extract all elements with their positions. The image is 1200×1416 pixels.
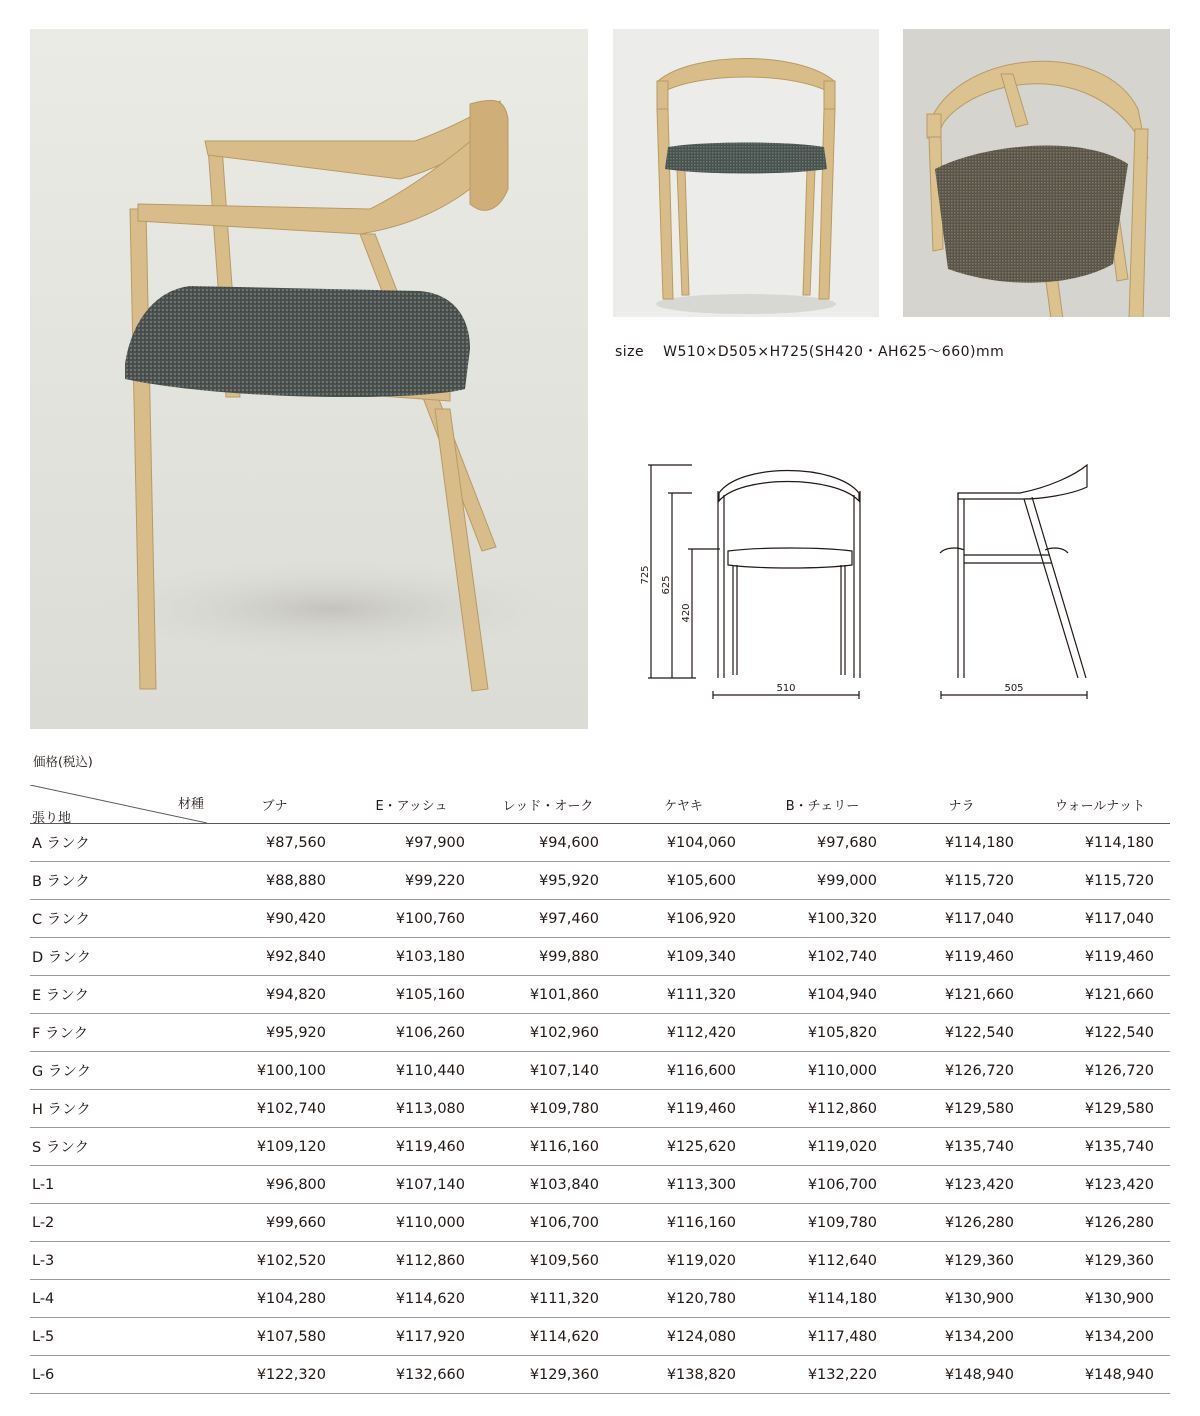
- header-upholstery-label: 張り地: [32, 811, 72, 826]
- column-header: ケヤキ: [615, 785, 752, 824]
- price-cell: ¥135,740: [1030, 1128, 1170, 1166]
- rank-cell: F ランク: [30, 1014, 207, 1052]
- price-cell: ¥109,780: [481, 1090, 615, 1128]
- price-cell: ¥129,360: [481, 1356, 615, 1394]
- rank-cell: L-1: [30, 1166, 207, 1204]
- price-cell: ¥129,580: [1030, 1090, 1170, 1128]
- price-cell: ¥100,100: [207, 1052, 342, 1090]
- table-row: [30, 976, 1170, 1014]
- price-cell: ¥99,880: [481, 938, 615, 976]
- rank-cell: L-5: [30, 1318, 207, 1356]
- price-cell: ¥105,160: [342, 976, 481, 1014]
- table-row: [30, 900, 1170, 938]
- price-cell: ¥102,960: [481, 1014, 615, 1052]
- price-cell: ¥103,180: [342, 938, 481, 976]
- table-row: [30, 1128, 1170, 1166]
- price-cell: ¥107,580: [207, 1318, 342, 1356]
- price-cell: ¥95,920: [207, 1014, 342, 1052]
- dim-510: 510: [776, 683, 796, 694]
- table-row: [30, 1318, 1170, 1356]
- price-cell: ¥132,660: [342, 1356, 481, 1394]
- price-cell: ¥95,920: [481, 862, 615, 900]
- price-cell: ¥103,840: [481, 1166, 615, 1204]
- price-cell: ¥129,360: [1030, 1242, 1170, 1280]
- table-row: [30, 1242, 1170, 1280]
- price-cell: ¥97,680: [752, 824, 893, 862]
- price-cell: ¥106,700: [752, 1166, 893, 1204]
- chair-side-photo: [30, 29, 588, 729]
- price-cell: ¥97,460: [481, 900, 615, 938]
- column-header: B・チェリー: [752, 785, 893, 824]
- price-cell: ¥117,480: [752, 1318, 893, 1356]
- price-cell: ¥99,000: [752, 862, 893, 900]
- price-cell: ¥112,420: [615, 1014, 752, 1052]
- price-cell: ¥113,080: [342, 1090, 481, 1128]
- price-caption: 価格(税込): [33, 754, 93, 769]
- price-cell: ¥111,320: [481, 1280, 615, 1318]
- price-cell: ¥109,340: [615, 938, 752, 976]
- price-cell: ¥115,720: [893, 862, 1030, 900]
- price-cell: ¥104,280: [207, 1280, 342, 1318]
- rank-cell: H ランク: [30, 1090, 207, 1128]
- price-cell: ¥117,920: [342, 1318, 481, 1356]
- header-corner-cell: [30, 785, 207, 824]
- table-row: [30, 1014, 1170, 1052]
- table-row: [30, 1204, 1170, 1242]
- price-cell: ¥126,280: [893, 1204, 1030, 1242]
- price-cell: ¥87,560: [207, 824, 342, 862]
- price-cell: ¥126,720: [893, 1052, 1030, 1090]
- price-cell: ¥109,560: [481, 1242, 615, 1280]
- table-row: [30, 1356, 1170, 1394]
- price-cell: ¥100,320: [752, 900, 893, 938]
- price-cell: ¥114,180: [893, 824, 1030, 862]
- rank-cell: D ランク: [30, 938, 207, 976]
- table-header-row: [30, 785, 1170, 824]
- table-row: [30, 824, 1170, 862]
- rank-cell: C ランク: [30, 900, 207, 938]
- price-cell: ¥135,740: [893, 1128, 1030, 1166]
- price-cell: ¥110,440: [342, 1052, 481, 1090]
- price-cell: ¥117,040: [1030, 900, 1170, 938]
- price-cell: ¥119,460: [1030, 938, 1170, 976]
- column-header: レッド・オーク: [481, 785, 615, 824]
- dim-420: 420: [681, 603, 692, 623]
- price-cell: ¥132,220: [752, 1356, 893, 1394]
- price-cell: ¥111,320: [615, 976, 752, 1014]
- size-value: W510×D505×H725(SH420・AH625〜660)mm: [663, 344, 1005, 360]
- size-label: size: [615, 344, 645, 360]
- price-cell: ¥122,540: [1030, 1014, 1170, 1052]
- price-cell: ¥112,640: [752, 1242, 893, 1280]
- rank-cell: G ランク: [30, 1052, 207, 1090]
- table-row: [30, 1166, 1170, 1204]
- dim-725: 725: [640, 565, 651, 585]
- price-cell: ¥121,660: [1030, 976, 1170, 1014]
- price-cell: ¥104,940: [752, 976, 893, 1014]
- price-cell: ¥94,600: [481, 824, 615, 862]
- price-cell: ¥96,800: [207, 1166, 342, 1204]
- rank-cell: B ランク: [30, 862, 207, 900]
- price-cell: ¥102,520: [207, 1242, 342, 1280]
- price-cell: ¥100,760: [342, 900, 481, 938]
- column-header: E・アッシュ: [342, 785, 481, 824]
- price-cell: ¥90,420: [207, 900, 342, 938]
- rank-cell: L-6: [30, 1356, 207, 1394]
- price-cell: ¥102,740: [207, 1090, 342, 1128]
- rank-cell: E ランク: [30, 976, 207, 1014]
- price-cell: ¥99,660: [207, 1204, 342, 1242]
- price-table: [30, 785, 1170, 1394]
- price-cell: ¥148,940: [893, 1356, 1030, 1394]
- price-cell: ¥106,260: [342, 1014, 481, 1052]
- price-cell: ¥114,180: [1030, 824, 1170, 862]
- price-cell: ¥129,360: [893, 1242, 1030, 1280]
- price-cell: ¥119,460: [342, 1128, 481, 1166]
- price-cell: ¥123,420: [1030, 1166, 1170, 1204]
- price-cell: ¥113,300: [615, 1166, 752, 1204]
- price-cell: ¥130,900: [1030, 1280, 1170, 1318]
- chair-front-photo: [613, 29, 879, 317]
- price-cell: ¥105,600: [615, 862, 752, 900]
- chair-top-photo: [903, 29, 1170, 317]
- price-cell: ¥130,900: [893, 1280, 1030, 1318]
- price-cell: ¥119,460: [615, 1090, 752, 1128]
- table-row: [30, 1090, 1170, 1128]
- price-cell: ¥110,000: [752, 1052, 893, 1090]
- price-cell: ¥114,620: [342, 1280, 481, 1318]
- table-row: [30, 1280, 1170, 1318]
- price-cell: ¥104,060: [615, 824, 752, 862]
- rank-cell: L-4: [30, 1280, 207, 1318]
- rank-cell: S ランク: [30, 1128, 207, 1166]
- price-cell: ¥116,600: [615, 1052, 752, 1090]
- table-row: [30, 862, 1170, 900]
- column-header: ナラ: [893, 785, 1030, 824]
- price-cell: ¥115,720: [1030, 862, 1170, 900]
- price-cell: ¥106,920: [615, 900, 752, 938]
- table-row: [30, 938, 1170, 976]
- dim-625: 625: [661, 575, 672, 595]
- price-cell: ¥121,660: [893, 976, 1030, 1014]
- price-cell: ¥122,540: [893, 1014, 1030, 1052]
- price-cell: ¥107,140: [481, 1052, 615, 1090]
- column-header: ウォールナット: [1030, 785, 1170, 824]
- price-table-body: [30, 824, 1170, 1394]
- price-cell: ¥97,900: [342, 824, 481, 862]
- price-cell: ¥107,140: [342, 1166, 481, 1204]
- price-cell: ¥116,160: [481, 1128, 615, 1166]
- price-cell: ¥119,460: [893, 938, 1030, 976]
- price-cell: ¥138,820: [615, 1356, 752, 1394]
- header-material-label: 材種: [178, 797, 205, 812]
- price-cell: ¥106,700: [481, 1204, 615, 1242]
- price-cell: ¥123,420: [893, 1166, 1030, 1204]
- rank-cell: A ランク: [30, 824, 207, 862]
- price-cell: ¥134,200: [1030, 1318, 1170, 1356]
- price-cell: ¥122,320: [207, 1356, 342, 1394]
- price-cell: ¥148,940: [1030, 1356, 1170, 1394]
- price-cell: ¥94,820: [207, 976, 342, 1014]
- price-cell: ¥112,860: [342, 1242, 481, 1280]
- price-cell: ¥126,280: [1030, 1204, 1170, 1242]
- price-cell: ¥116,160: [615, 1204, 752, 1242]
- column-header: ブナ: [207, 785, 342, 824]
- price-cell: ¥119,020: [752, 1128, 893, 1166]
- price-cell: ¥134,200: [893, 1318, 1030, 1356]
- price-cell: ¥102,740: [752, 938, 893, 976]
- price-cell: ¥92,840: [207, 938, 342, 976]
- rank-cell: L-3: [30, 1242, 207, 1280]
- dim-505: 505: [1004, 683, 1024, 694]
- price-cell: ¥88,880: [207, 862, 342, 900]
- price-cell: ¥109,780: [752, 1204, 893, 1242]
- price-cell: ¥117,040: [893, 900, 1030, 938]
- price-cell: ¥114,620: [481, 1318, 615, 1356]
- price-cell: ¥105,820: [752, 1014, 893, 1052]
- price-cell: ¥101,860: [481, 976, 615, 1014]
- size-spec: [615, 341, 1004, 361]
- price-cell: ¥119,020: [615, 1242, 752, 1280]
- price-cell: ¥114,180: [752, 1280, 893, 1318]
- price-cell: ¥124,080: [615, 1318, 752, 1356]
- table-row: [30, 1052, 1170, 1090]
- price-cell: ¥99,220: [342, 862, 481, 900]
- price-cell: ¥126,720: [1030, 1052, 1170, 1090]
- rank-cell: L-2: [30, 1204, 207, 1242]
- price-cell: ¥125,620: [615, 1128, 752, 1166]
- price-cell: ¥112,860: [752, 1090, 893, 1128]
- price-cell: ¥109,120: [207, 1128, 342, 1166]
- price-cell: ¥129,580: [893, 1090, 1030, 1128]
- dimension-drawing: [640, 455, 1100, 705]
- price-cell: ¥120,780: [615, 1280, 752, 1318]
- price-cell: ¥110,000: [342, 1204, 481, 1242]
